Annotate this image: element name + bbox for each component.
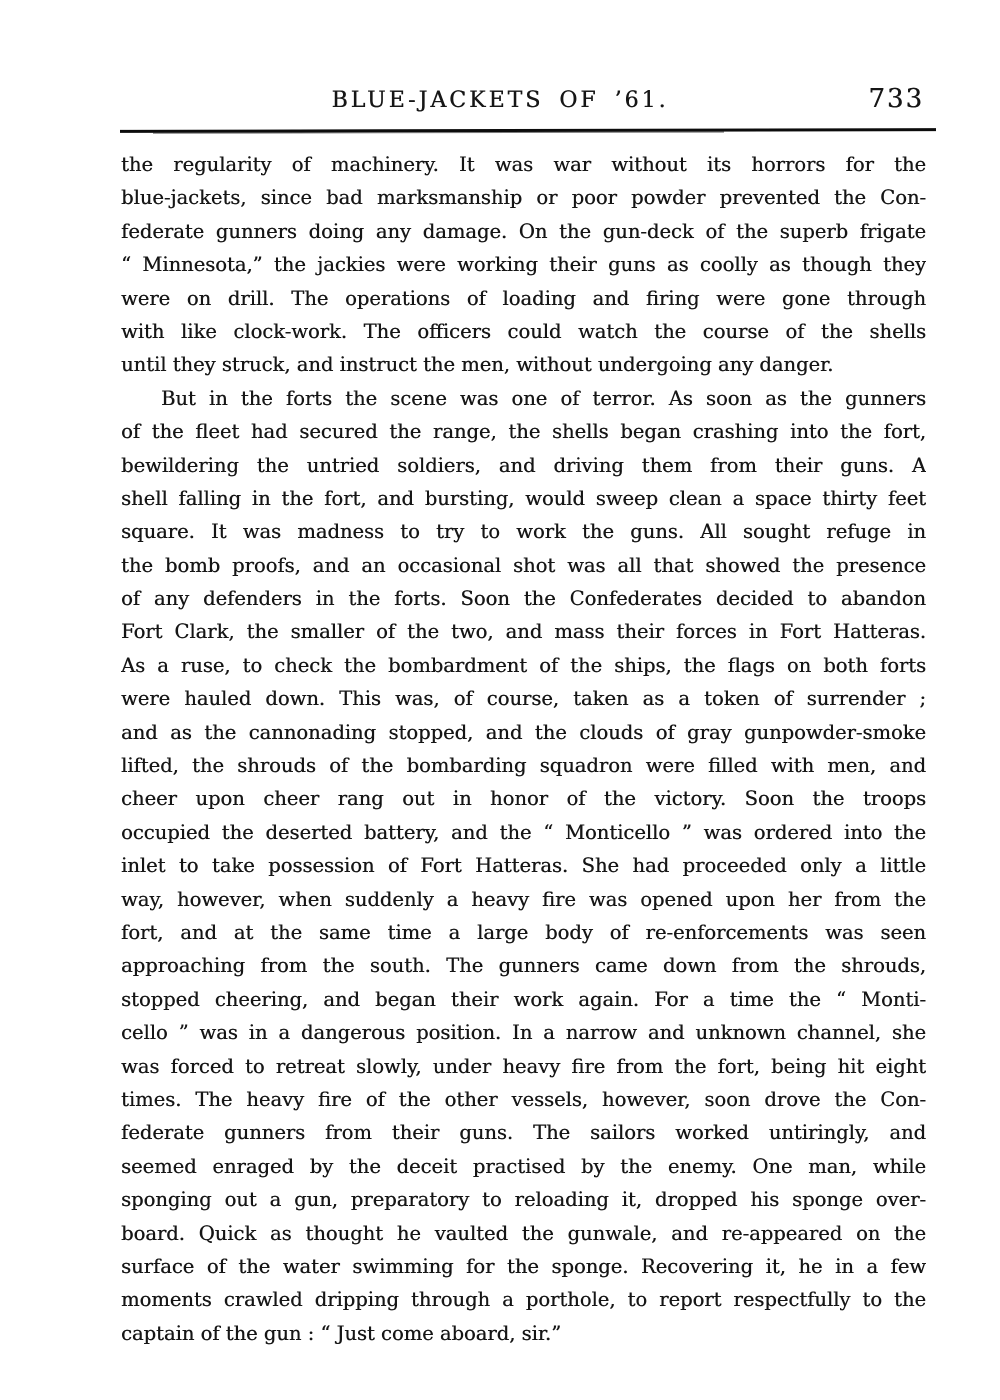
page-number: 733	[868, 84, 924, 114]
text-line: until they struck, and instruct the men, without undergoing any danger.	[121, 353, 834, 377]
text-line: was forced to retreat slowly, under heavy fire from the fort, being hit eight	[121, 1054, 926, 1078]
text-line: cheer upon cheer rang out in honor of the victory. Soon the troops	[121, 787, 926, 811]
text-line: shell falling in the fort, and bursting, would sweep clean a space thirty feet	[121, 486, 926, 510]
text-line: blue-jackets, since bad marksmanship or poor powder prevented the Con-	[121, 186, 926, 210]
text-line: federate gunners from their guns. The sailors worked untiringly, and	[121, 1121, 926, 1145]
text-line: the regularity of machinery. It was war without its horrors for the	[121, 153, 926, 176]
text-line: of any defenders in the forts. Soon the Confederates decided to abandon	[121, 587, 926, 611]
text-line: sponging out a gun, preparatory to reloading it, dropped his sponge over-	[121, 1188, 926, 1212]
text-line: captain of the gun : “ Just come aboard, sir.”	[121, 1321, 562, 1345]
text-line: approaching from the south. The gunners came down from the shrouds,	[121, 954, 926, 978]
text-line: occupied the deserted battery, and the “ Monticello ” was ordered into the	[121, 820, 926, 844]
body-text	[121, 148, 926, 1350]
text-line: board. Quick as thought he vaulted the gunwale, and re-appeared on the	[121, 1221, 926, 1245]
text-line: times. The heavy fire of the other vessels, however, soon drove the Con-	[121, 1087, 926, 1111]
text-line: But in the forts the scene was one of terror. As soon as the gunners	[161, 386, 926, 410]
text-line: were on drill. The operations of loading and firing were gone through	[121, 286, 926, 310]
text-line: bewildering the untried soldiers, and driving them from their guns. A	[121, 453, 926, 477]
text-line: “ Minnesota,” the jackies were working their guns as coolly as though they	[121, 253, 926, 277]
text-line: surface of the water swimming for the sponge. Recovering it, he in a few	[121, 1254, 926, 1278]
text-line: cello ” was in a dangerous position. In a narrow and unknown channel, she	[121, 1021, 926, 1045]
text-line: Fort Clark, the smaller of the two, and mass their forces in Fort Hatteras.	[121, 620, 926, 644]
text-line: with like clock-work. The officers could watch the course of the shells	[121, 319, 926, 343]
text-line: were hauled down. This was, of course, taken as a token of surrender ;	[121, 687, 926, 711]
running-title: BLUE-JACKETS OF ’61.	[331, 88, 669, 113]
text-line: seemed enraged by the deceit practised by the enemy. One man, while	[121, 1154, 926, 1178]
text-line: federate gunners doing any damage. On the gun-deck of the superb frigate	[121, 219, 926, 243]
text-line: square. It was madness to try to work the guns. All sought refuge in	[121, 520, 926, 544]
text-line: the bomb proofs, and an occasional shot was all that showed the presence	[121, 553, 926, 577]
text-line: As a ruse, to check the bombardment of the ships, the flags on both forts	[121, 653, 926, 677]
page-header	[0, 84, 1000, 120]
text-line: inlet to take possession of Fort Hatteras. She had proceeded only a little	[121, 854, 926, 878]
header-rule	[120, 128, 936, 133]
text-line: and as the cannonading stopped, and the clouds of gray gunpowder-smoke	[121, 720, 926, 744]
text-line: lifted, the shrouds of the bombarding squadron were filled with men, and	[121, 754, 926, 778]
text-line: of the fleet had secured the range, the shells began crashing into the fort,	[121, 420, 926, 444]
text-line: fort, and at the same time a large body of re-enforcements was seen	[121, 920, 926, 944]
text-line: stopped cheering, and began their work again. For a time the “ Monti-	[121, 987, 926, 1011]
text-line: way, however, when suddenly a heavy fire was opened upon her from the	[121, 887, 926, 911]
text-line: moments crawled dripping through a porthole, to report respectfully to the	[121, 1288, 926, 1312]
